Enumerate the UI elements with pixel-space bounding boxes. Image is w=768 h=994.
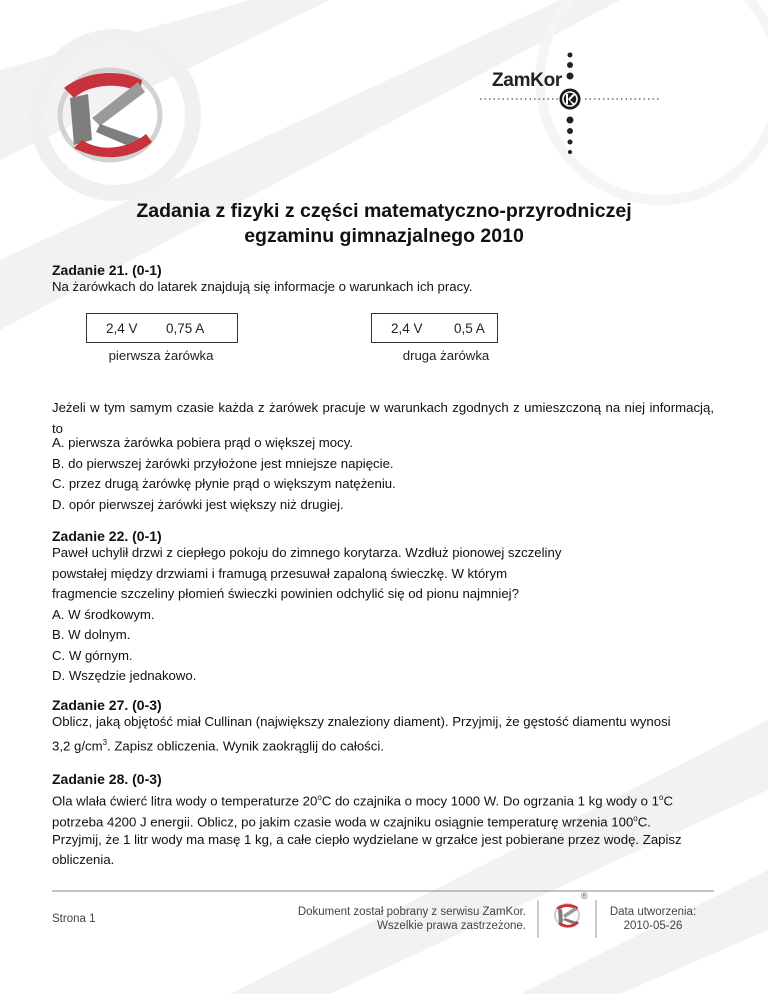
page-subtitle: egzaminu gimnazjalnego 2010 bbox=[244, 225, 524, 247]
task28-text: C do czajnika o mocy 1000 W. Do ogrzania 1 kg wody o 1 bbox=[321, 793, 659, 809]
task22-option-b: B. W dolnym. bbox=[52, 627, 131, 642]
registered-mark: ® bbox=[581, 891, 588, 901]
task28-text: C. bbox=[637, 814, 651, 830]
bulb2-voltage: 2,4 V bbox=[391, 320, 423, 336]
task28-text-line4: obliczenia. bbox=[52, 852, 115, 867]
task21-option-d: D. opór pierwszej żarówki jest większy niż drugiej. bbox=[52, 497, 344, 512]
bulb2-label-box bbox=[371, 313, 498, 343]
bulb1-voltage: 2,4 V bbox=[106, 320, 138, 336]
task22-option-c: C. W górnym. bbox=[52, 648, 133, 663]
brand-name bbox=[492, 70, 562, 92]
task28-text: C bbox=[663, 793, 673, 809]
rights-notice: Wszelkie prawa zastrzeżone. bbox=[377, 920, 526, 932]
task21-intro: Na żarówkach do latarek znajdują się informacje o warunkach ich pracy. bbox=[52, 279, 473, 294]
task28-text-line3: Przyjmij, że 1 litr wody ma masę 1 kg, a całe ciepło wydzielane w grzałce jest pobierane przez wodę. Zapisz bbox=[52, 832, 682, 847]
degree-sign: o bbox=[658, 793, 664, 802]
task28-heading: Zadanie 28. (0-3) bbox=[52, 771, 162, 787]
task22-text-line: Paweł uchylił drzwi z ciepłego pokoju do zimnego korytarza. Wzdłuż pionowej szczeliny bbox=[52, 545, 562, 560]
task22-option-a: A. W środkowym. bbox=[52, 607, 155, 622]
bulb1-current: 0,75 A bbox=[166, 320, 205, 336]
task27-text-rest: . Zapisz obliczenia. Wynik zaokrąglij do całości. bbox=[107, 738, 384, 754]
degree-sign: o bbox=[633, 814, 638, 823]
creation-date-label: Data utworzenia: bbox=[609, 906, 697, 918]
page-title: Zadania z fizyki z części matematyczno-przyrodniczej bbox=[136, 200, 632, 222]
task21-heading: Zadanie 21. (0-1) bbox=[52, 262, 162, 278]
footer-k-logo bbox=[555, 904, 579, 928]
bulb1-label-box bbox=[86, 313, 238, 343]
download-notice: Dokument został pobrany z serwisu ZamKor. bbox=[297, 906, 526, 918]
task28-text: potrzeba 4200 J energii. Oblicz, po jakim czasie woda w czajniku osiągnie temperaturę wrzenia 100 bbox=[52, 814, 634, 830]
bulb2-caption: druga żarówka bbox=[402, 348, 490, 363]
task21-option-c: C. przez drugą żarówkę płynie prąd o większym natężeniu. bbox=[52, 476, 396, 491]
degree-sign: o bbox=[317, 793, 322, 802]
zamkor-k-logo bbox=[60, 70, 160, 160]
task27-text-line2 bbox=[52, 733, 714, 757]
creation-date: 2010-05-26 bbox=[623, 920, 683, 932]
task27-heading: Zadanie 27. (0-3) bbox=[52, 697, 162, 713]
exponent: 3 bbox=[102, 738, 108, 747]
density-value: 3,2 g/cm bbox=[52, 738, 103, 754]
task22-heading: Zadanie 22. (0-1) bbox=[52, 528, 162, 544]
task28-text: Ola wlała ćwierć litra wody o temperaturze 20 bbox=[52, 793, 318, 809]
zamkor-badge-icon bbox=[560, 89, 581, 110]
task27-text-line1: Oblicz, jaką objętość miał Cullinan (największy znaleziony diament). Przyjmij, że gęstość diamentu wynosi bbox=[52, 714, 671, 729]
task21-option-a: A. pierwsza żarówka pobiera prąd o większej mocy. bbox=[52, 435, 353, 450]
task22-text-line: powstałej między drzwiami i framugą przesuwał zapaloną świeczkę. W którym bbox=[52, 566, 508, 581]
task22-option-d: D. Wszędzie jednakowo. bbox=[52, 668, 197, 683]
bulb2-current: 0,5 A bbox=[454, 320, 485, 336]
page-number: Strona 1 bbox=[52, 913, 96, 925]
task22-text-line: fragmencie szczeliny płomień świeczki powinien odchylić się od pionu najmniej? bbox=[52, 586, 519, 601]
brand-name-part2: Kor bbox=[530, 70, 562, 91]
brand-name-part1: Zam bbox=[492, 70, 531, 91]
bulb1-caption: pierwsza żarówka bbox=[108, 348, 214, 363]
task21-question: Jeżeli w tym samym czasie każda z żarówek pracuje w warunkach zgodnych z umieszczoną na niej informacją, to bbox=[52, 400, 714, 436]
task21-option-b: B. do pierwszej żarówki przyłożone jest mniejsze napięcie. bbox=[52, 456, 394, 471]
